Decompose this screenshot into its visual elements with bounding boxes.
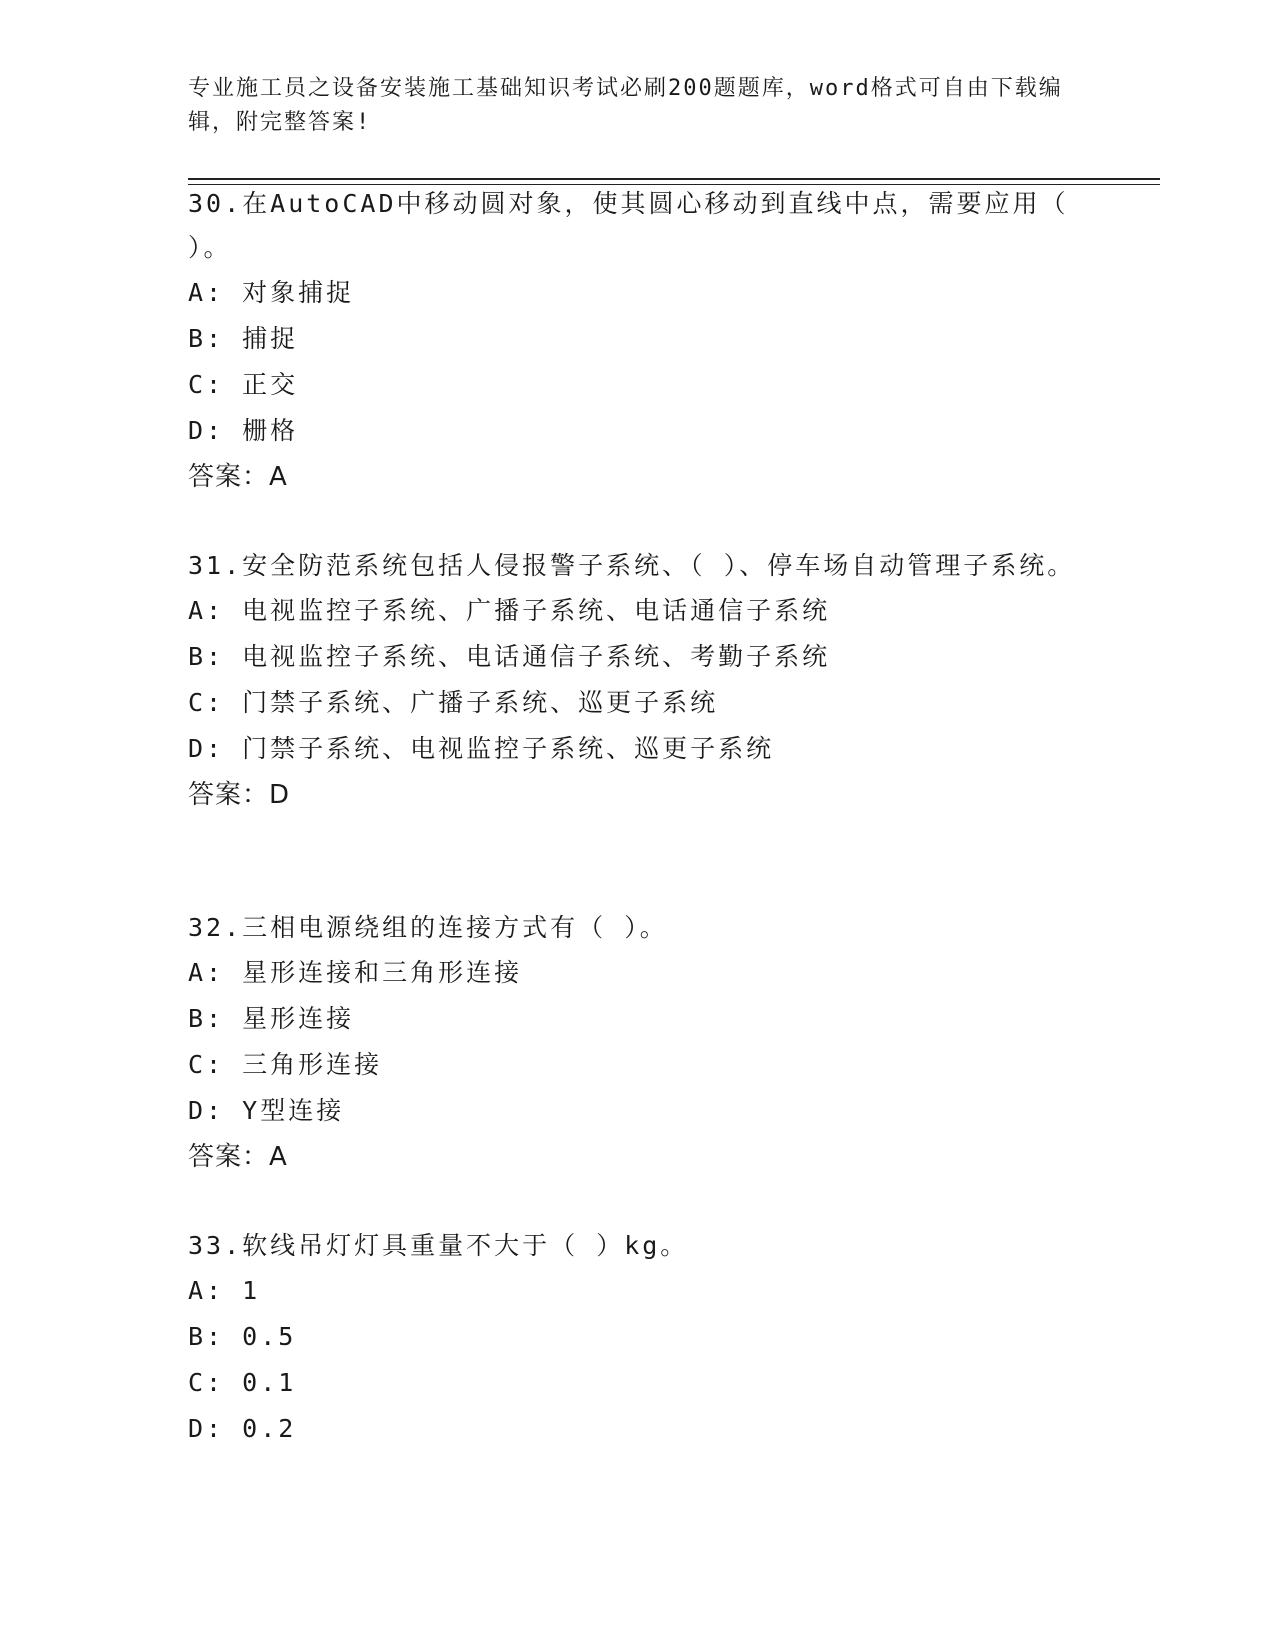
option-d: D: 0.2	[188, 1414, 297, 1443]
option-c: C: 0.1	[188, 1368, 297, 1397]
answer: 答案：A	[188, 462, 288, 492]
option-d: D: Y型连接	[188, 1096, 345, 1125]
answer: 答案：D	[188, 780, 291, 810]
option-a: A: 1	[188, 1276, 261, 1305]
question-33	[188, 1224, 1088, 1452]
document-header: 专业施工员之设备安装施工基础知识考试必刷200题题库，word格式可自由下载编辑，附完整答案!	[188, 76, 1063, 135]
header-divider	[188, 178, 1160, 180]
question-30	[188, 182, 1088, 500]
question-stem: 33.软线吊灯灯具重量不大于（ ）kg。	[188, 1231, 689, 1260]
option-d: D: 门禁子系统、电视监控子系统、巡更子系统	[188, 734, 775, 763]
option-c: C: 正交	[188, 370, 299, 399]
option-a: A: 电视监控子系统、广播子系统、电话通信子系统	[188, 596, 831, 625]
option-a: A: 对象捕捉	[188, 278, 355, 307]
option-b: B: 捕捉	[188, 324, 299, 353]
option-b: B: 电视监控子系统、电话通信子系统、考勤子系统	[188, 642, 831, 671]
answer: 答案：A	[188, 1142, 288, 1172]
question-stem: 32.三相电源绕组的连接方式有（ ）。	[188, 913, 668, 942]
option-b: B: 星形连接	[188, 1004, 355, 1033]
question-stem: 31.安全防范系统包括人侵报警子系统、（ ）、停车场自动管理子系统。	[188, 551, 1076, 580]
option-b: B: 0.5	[188, 1322, 297, 1351]
option-c: C: 门禁子系统、广播子系统、巡更子系统	[188, 688, 719, 717]
question-stem: 30.在AutoCAD中移动圆对象，使其圆心移动到直线中点，需要应用（ ）。	[188, 189, 1069, 262]
option-a: A: 星形连接和三角形连接	[188, 958, 523, 987]
question-32	[188, 906, 1088, 1180]
question-31	[188, 544, 1088, 818]
option-c: C: 三角形连接	[188, 1050, 383, 1079]
option-d: D: 栅格	[188, 416, 299, 445]
